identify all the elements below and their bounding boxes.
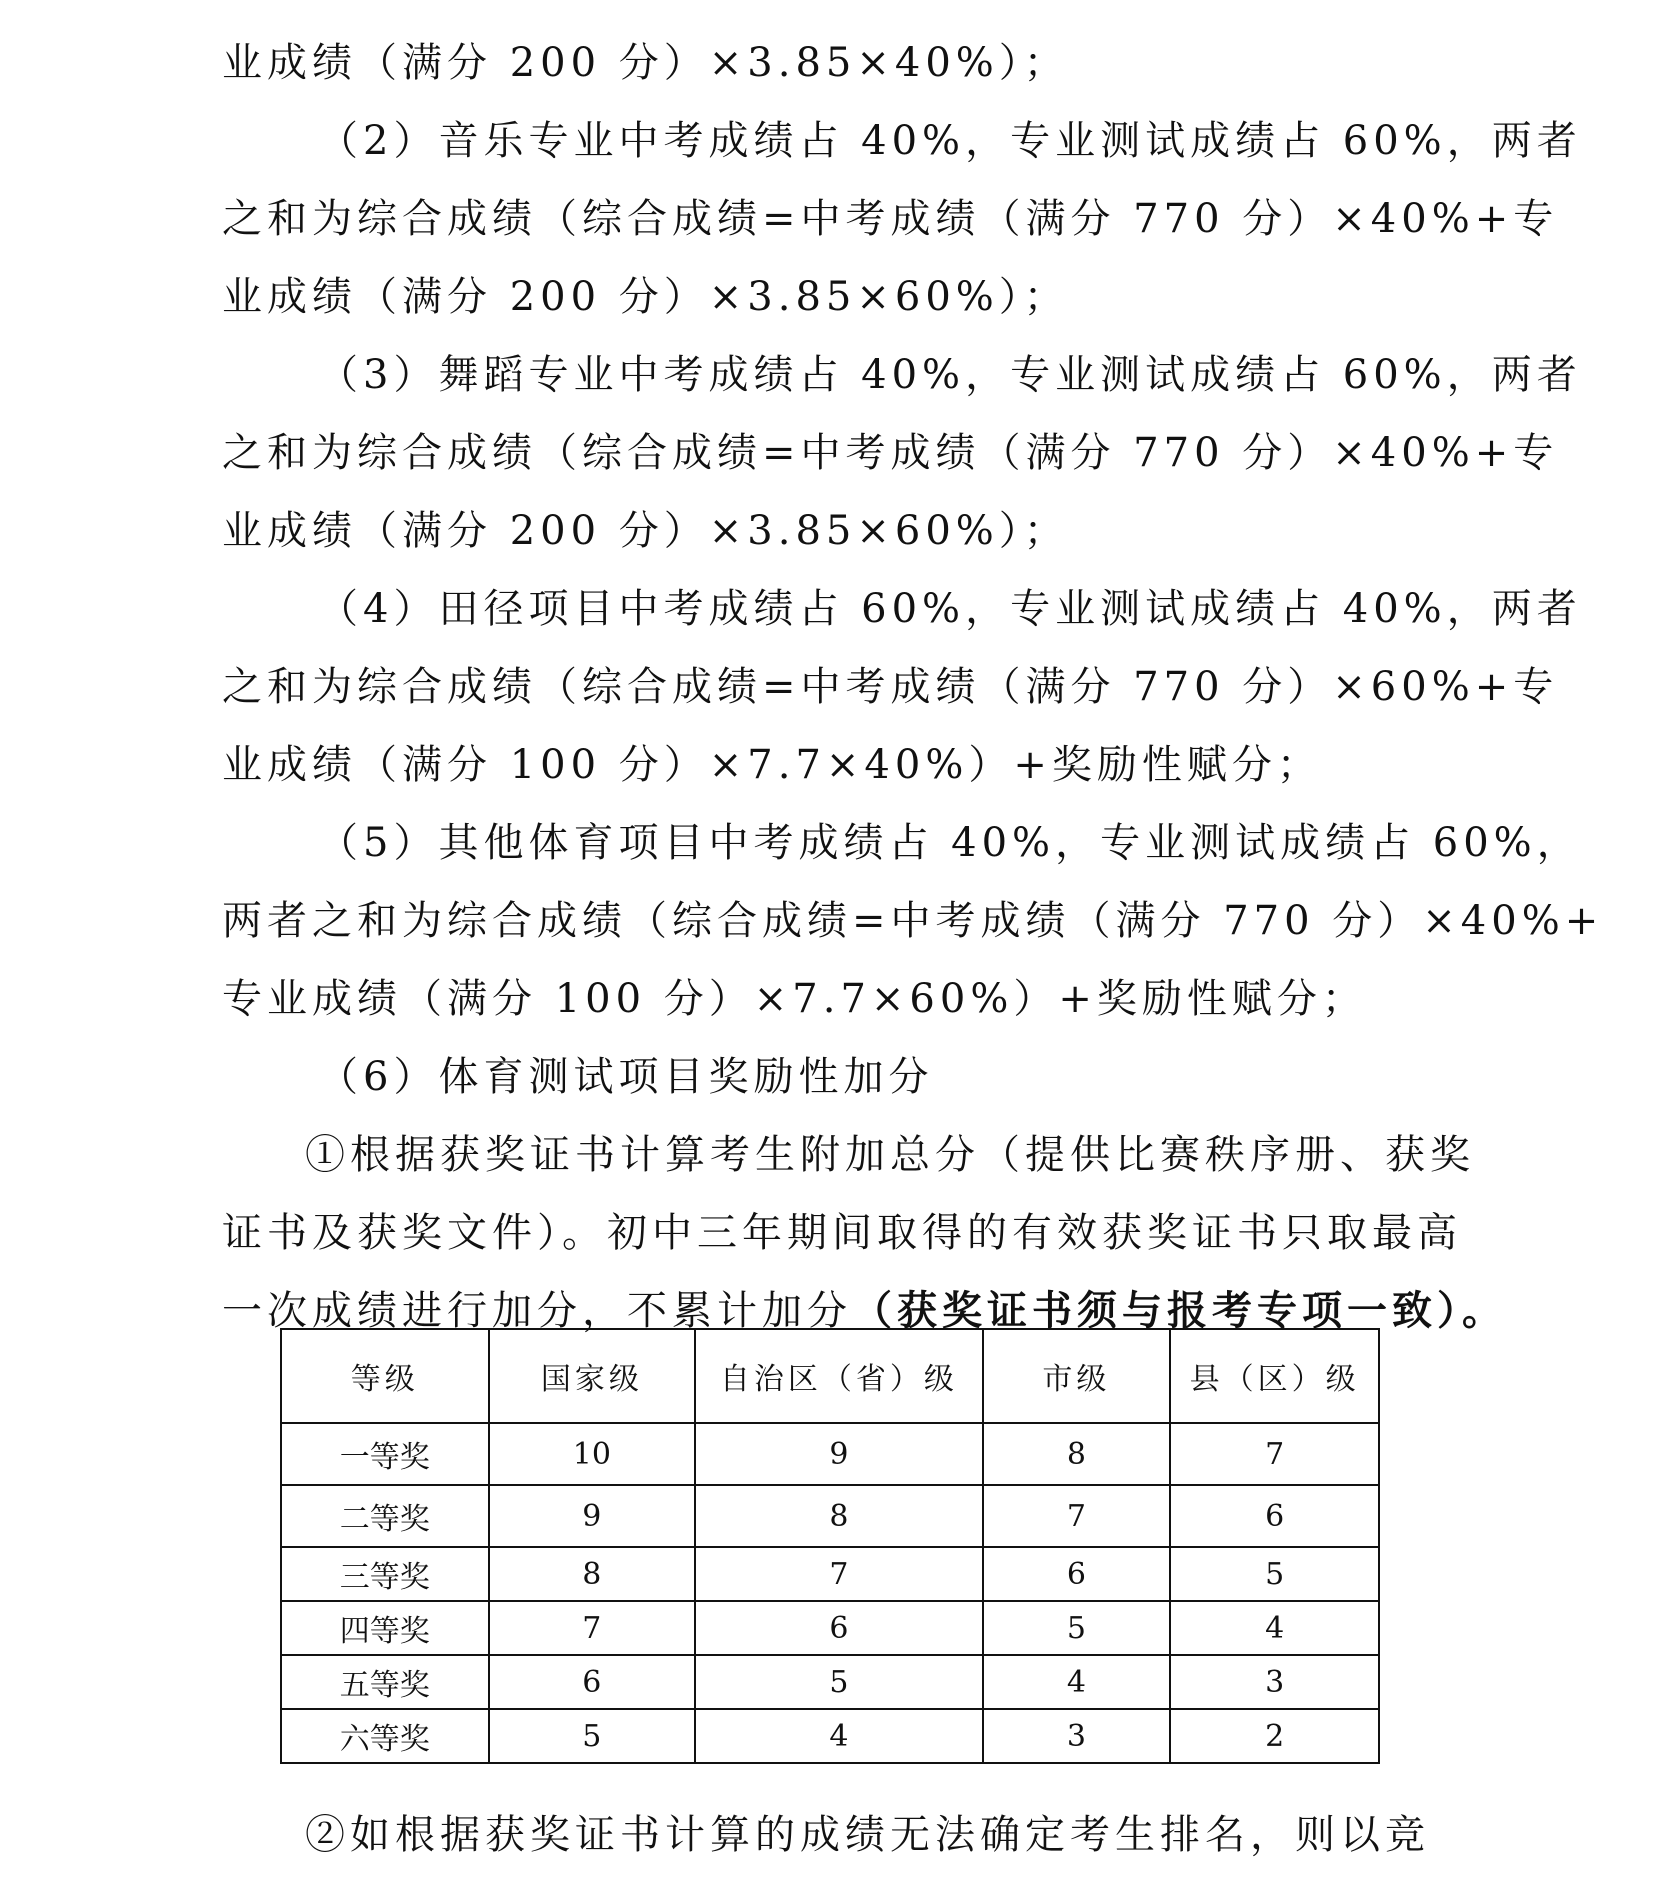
- item-3-line-2: 之和为综合成绩（综合成绩=中考成绩（满分 770 分）×40%+专: [222, 430, 1559, 476]
- table-row: [281, 1601, 1379, 1655]
- rule-1-line-1: ①根据获奖证书计算考生附加总分（提供比赛秩序册、获奖: [305, 1132, 1475, 1178]
- rule-1-line-3-text: 一次成绩进行加分，不累计加分: [222, 1288, 852, 1334]
- cell-city: 7: [983, 1485, 1171, 1547]
- item-2-line-1: （2）音乐专业中考成绩占 40%，专业测试成绩占 60%，两者: [318, 118, 1582, 164]
- cell-national: 8: [489, 1547, 696, 1601]
- cell-county: 5: [1170, 1547, 1379, 1601]
- cell-county: 7: [1170, 1423, 1379, 1485]
- cell-national: 9: [489, 1485, 696, 1547]
- header-national: 国家级: [489, 1329, 696, 1423]
- header-level: 等级: [281, 1329, 489, 1423]
- cell-county: 6: [1170, 1485, 1379, 1547]
- cell-award-level: 二等奖: [281, 1485, 489, 1547]
- table-row: [281, 1709, 1379, 1763]
- item-4-line-3: 业成绩（满分 100 分）×7.7×40%）+奖励性赋分；: [222, 742, 1322, 788]
- item-6-heading: （6）体育测试项目奖励性加分: [318, 1054, 934, 1100]
- cell-city: 3: [983, 1709, 1171, 1763]
- cell-award-level: 一等奖: [281, 1423, 489, 1485]
- cell-award-level: 五等奖: [281, 1655, 489, 1709]
- cell-provincial: 9: [695, 1423, 983, 1485]
- cell-county: 3: [1170, 1655, 1379, 1709]
- cell-city: 4: [983, 1655, 1171, 1709]
- table-header-row: [281, 1329, 1379, 1423]
- cell-national: 7: [489, 1601, 696, 1655]
- item-4-line-1: （4）田径项目中考成绩占 60%，专业测试成绩占 40%，两者: [318, 586, 1582, 632]
- cell-award-level: 四等奖: [281, 1601, 489, 1655]
- item-2-line-2: 之和为综合成绩（综合成绩=中考成绩（满分 770 分）×40%+专: [222, 196, 1559, 242]
- header-city: 市级: [983, 1329, 1171, 1423]
- header-county: 县（区）级: [1170, 1329, 1379, 1423]
- table-row: [281, 1547, 1379, 1601]
- cell-city: 8: [983, 1423, 1171, 1485]
- cell-provincial: 4: [695, 1709, 983, 1763]
- cell-city: 6: [983, 1547, 1171, 1601]
- rule-1-emphasis: （获奖证书须与报考专项一致）。: [852, 1287, 1507, 1334]
- text-line: 业成绩（满分 200 分）×3.85×40%）；: [222, 40, 1069, 86]
- cell-award-level: 六等奖: [281, 1709, 489, 1763]
- rule-1-line-2: 证书及获奖文件）。初中三年期间取得的有效获奖证书只取最高: [222, 1210, 1462, 1256]
- item-5-line-2: 两者之和为综合成绩（综合成绩=中考成绩（满分 770 分）×40%+: [222, 898, 1604, 944]
- cell-award-level: 三等奖: [281, 1547, 489, 1601]
- item-5-line-1: （5）其他体育项目中考成绩占 40%，专业测试成绩占 60%，: [318, 820, 1582, 866]
- cell-provincial: 6: [695, 1601, 983, 1655]
- cell-provincial: 7: [695, 1547, 983, 1601]
- cell-provincial: 8: [695, 1485, 983, 1547]
- cell-county: 4: [1170, 1601, 1379, 1655]
- table-row: [281, 1655, 1379, 1709]
- cell-provincial: 5: [695, 1655, 983, 1709]
- table-row: [281, 1423, 1379, 1485]
- item-2-line-3: 业成绩（满分 200 分）×3.85×60%）；: [222, 274, 1069, 320]
- header-provincial: 自治区（省）级: [695, 1329, 983, 1423]
- item-5-line-3: 专业成绩（满分 100 分）×7.7×60%）+奖励性赋分；: [222, 976, 1367, 1022]
- cell-national: 5: [489, 1709, 696, 1763]
- item-3-line-1: （3）舞蹈专业中考成绩占 40%，专业测试成绩占 60%，两者: [318, 352, 1582, 398]
- item-4-line-2: 之和为综合成绩（综合成绩=中考成绩（满分 770 分）×60%+专: [222, 664, 1559, 710]
- table-row: [281, 1485, 1379, 1547]
- cell-county: 2: [1170, 1709, 1379, 1763]
- item-3-line-3: 业成绩（满分 200 分）×3.85×60%）；: [222, 508, 1069, 554]
- award-points-table: [280, 1328, 1380, 1764]
- rule-2-line-1: ②如根据获奖证书计算的成绩无法确定考生排名，则以竞: [305, 1812, 1430, 1858]
- cell-national: 6: [489, 1655, 696, 1709]
- cell-national: 10: [489, 1423, 696, 1485]
- cell-city: 5: [983, 1601, 1171, 1655]
